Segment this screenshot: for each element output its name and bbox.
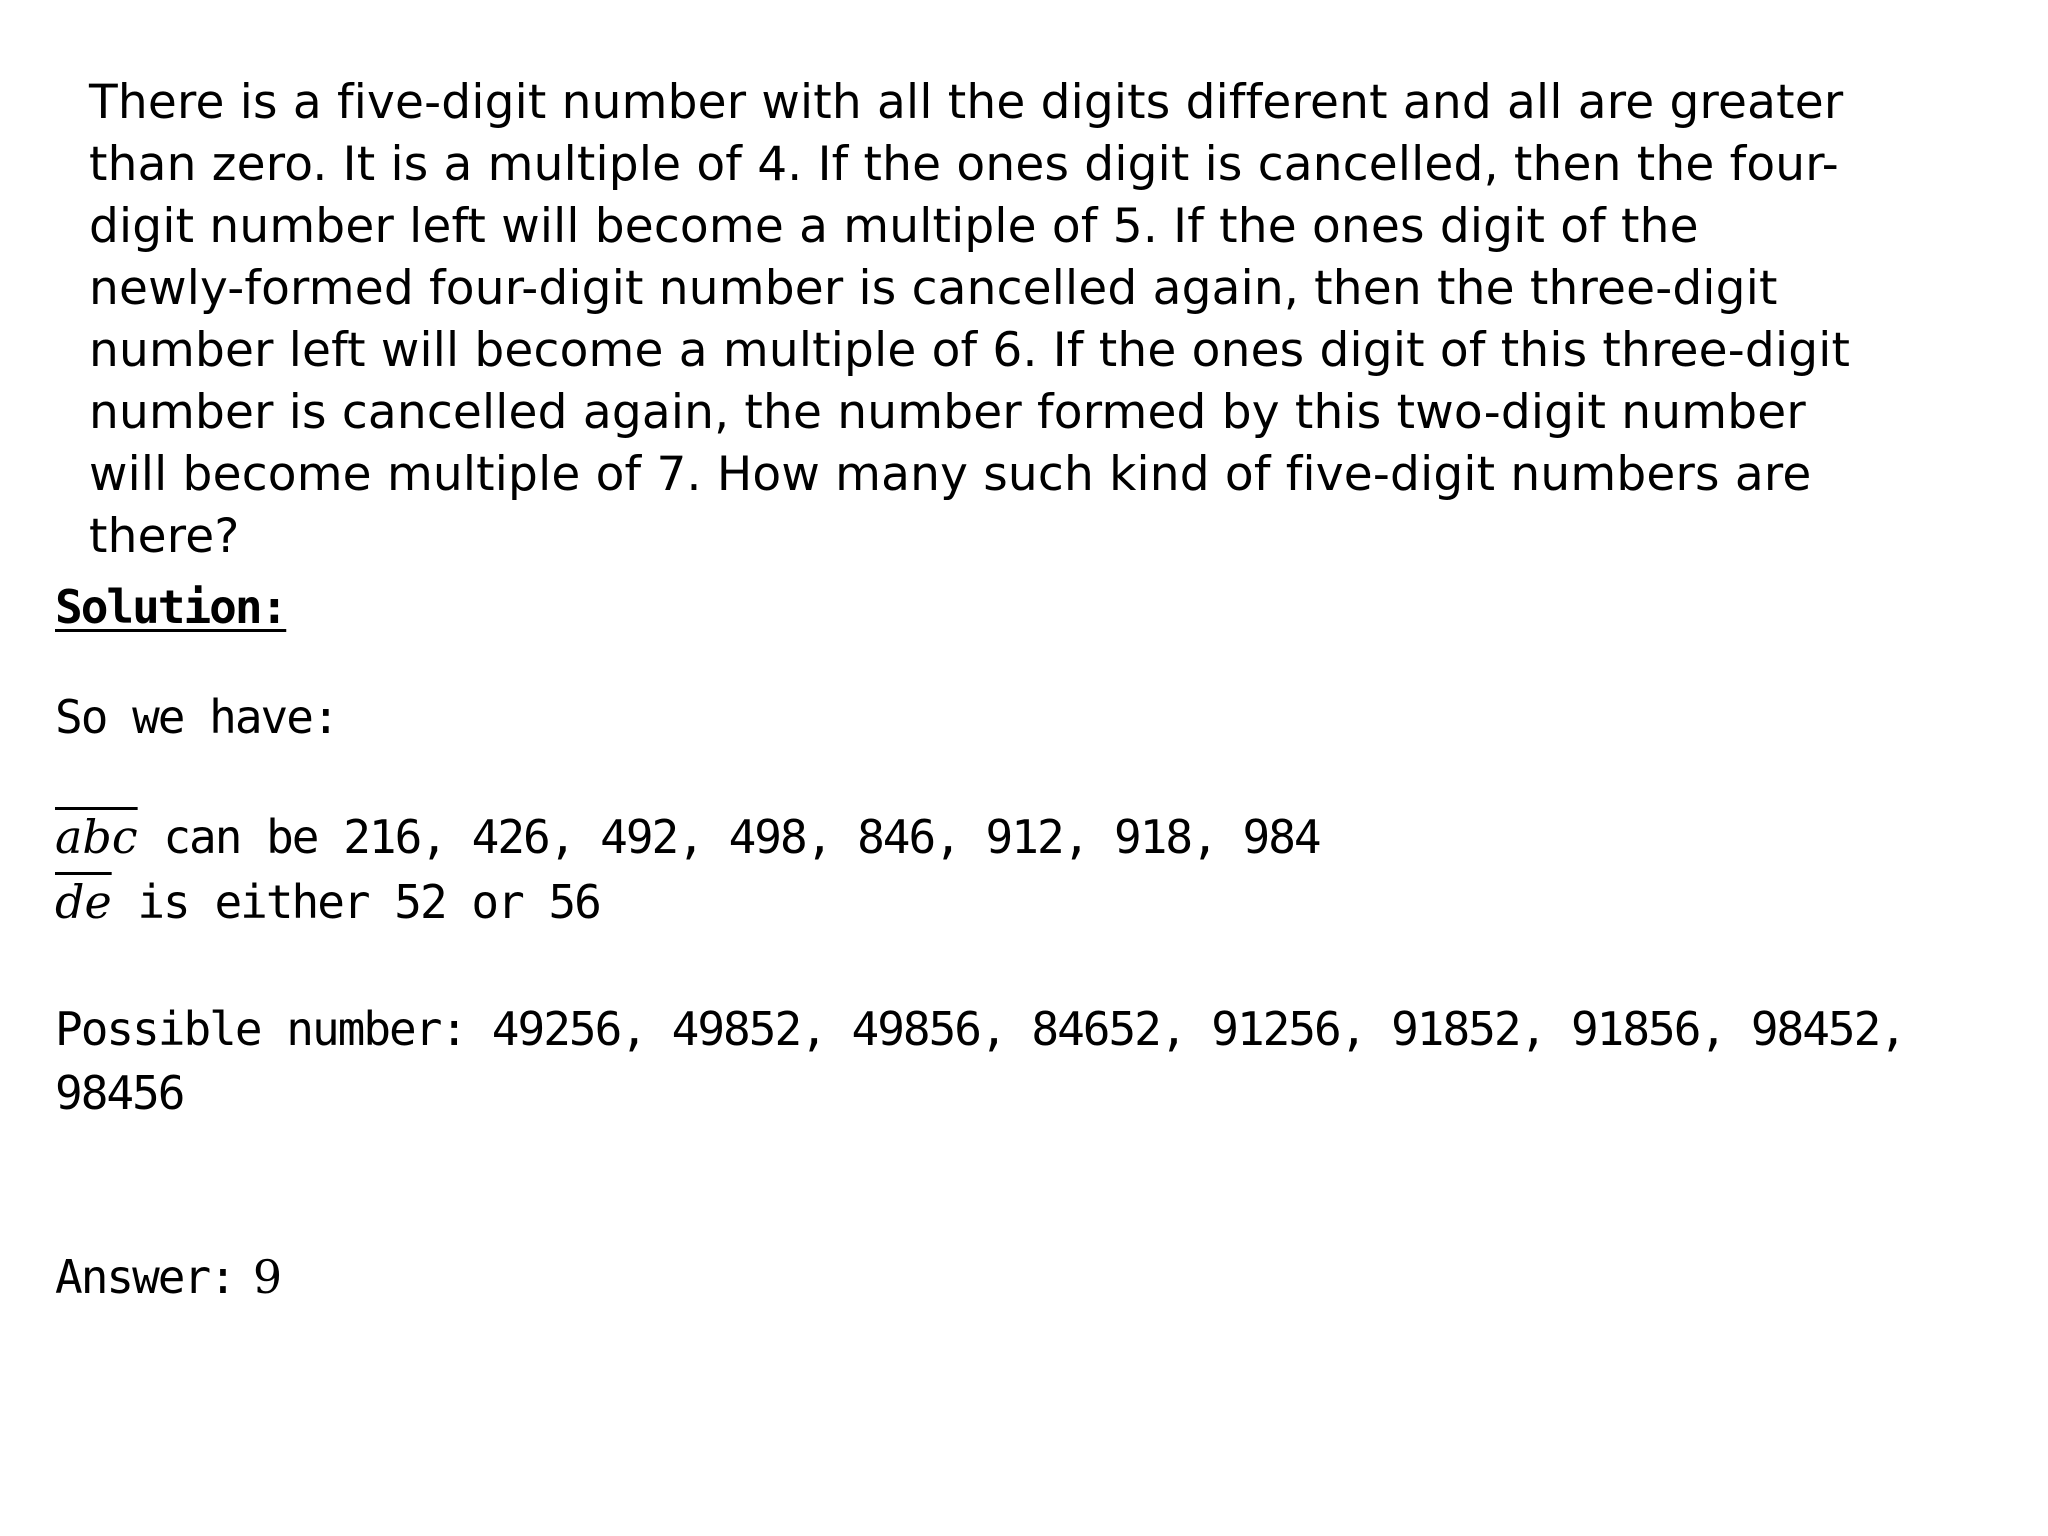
answer: [55, 1250, 282, 1304]
abc-statement: [55, 810, 1320, 864]
problem-line: digit number left will become a multiple of 5. If the ones digit of the: [89, 199, 1699, 254]
abc-values: can be 216, 426, 492, 498, 846, 912, 918, 984: [137, 810, 1320, 864]
problem-line: newly-formed four-digit number is cancelled again, then the three-digit: [89, 261, 1778, 316]
de-values: is either 52 or 56: [111, 875, 600, 929]
problem-line: will become multiple of 7. How many such kind of five-digit numbers are: [89, 447, 1812, 502]
possible-numbers-line-1: Possible number: 49256, 49852, 49856, 84652, 91256, 91852, 91856, 98452,: [55, 1002, 1905, 1056]
problem-statement: [89, 72, 1989, 568]
problem-line: there?: [89, 509, 240, 564]
problem-line: than zero. It is a multiple of 4. If the ones digit is cancelled, then the four-: [89, 137, 1839, 192]
problem-line: number left will become a multiple of 6. If the ones digit of this three-digit: [89, 323, 1851, 378]
abc-variable: $\overline{abc}$: [55, 810, 138, 864]
answer-value: 9: [252, 1250, 283, 1304]
de-statement: [55, 875, 600, 929]
answer-label: Answer:: [55, 1250, 235, 1304]
solution-heading: Solution:: [55, 580, 287, 634]
solution-intro: So we have:: [55, 690, 338, 744]
de-variable: $\overline{de}$: [55, 875, 112, 929]
possible-numbers-line-2: 98456: [55, 1066, 184, 1120]
problem-line: There is a five-digit number with all the digits different and all are greater: [89, 75, 1844, 130]
problem-line: number is cancelled again, the number formed by this two-digit number: [89, 385, 1806, 440]
